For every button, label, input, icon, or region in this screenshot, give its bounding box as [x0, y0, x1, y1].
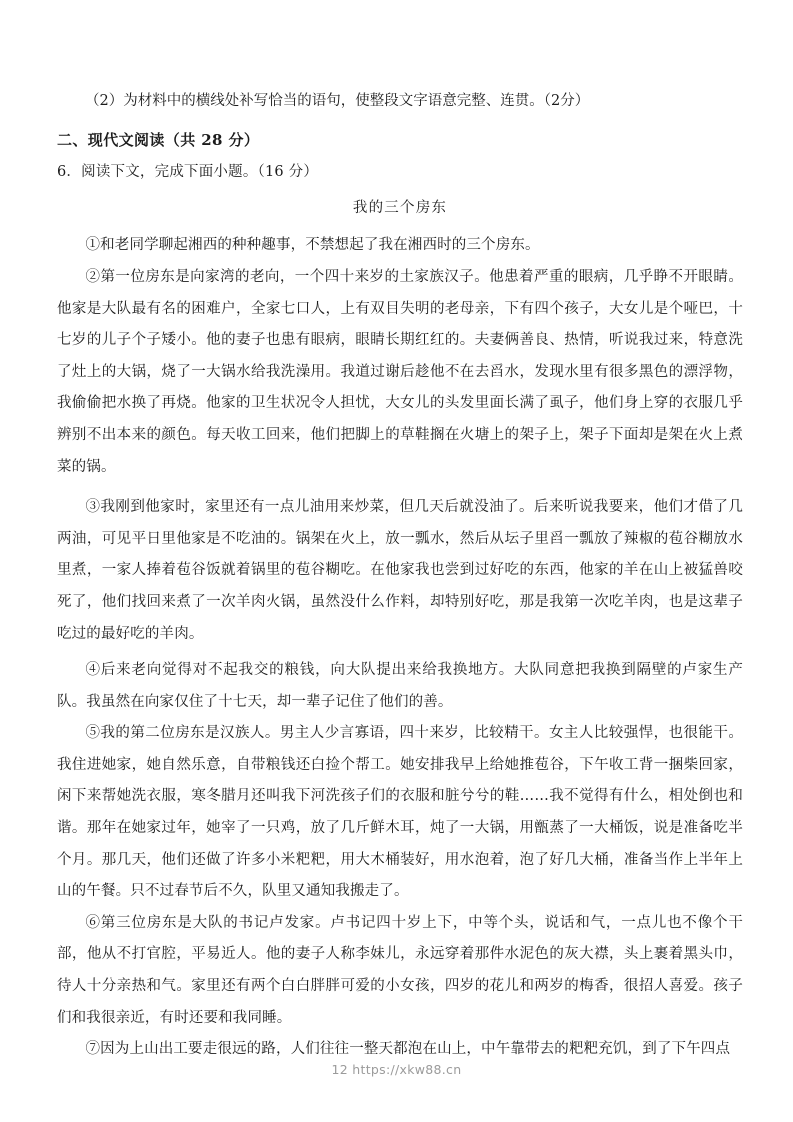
article-paragraph-7: ⑦因为上山出工要走很远的路，人们往往一整天都泡在山上，中午靠带去的粑粑充饥，到了下午四点: [85, 1041, 731, 1058]
article-paragraph-2: ②第一位房东是向家湾的老向，一个四十来岁的土家族汉子。他患着严重的眼病，几乎睁不开眼睛。他家是大队最有名的困难户，全家七口人，上有双目失明的老母亲，下有四个孩子，大女儿是个哑巴，十七岁的儿子个子矮小。他的妻子也患有眼病，眼睛长期红红的。夫妻俩善良、热情，听说我过来，特意洗了灶上的大锅，烧了一大锅水给我洗澡用。我道过谢后趁他不在去舀水，发现水里有很多黑色的漂浮物，我偷偷把水换了再烧。他家的卫生状况令人担忧，大女儿的头发里面长满了虱子，他们身上穿的衣服几乎辨别不出本来的颜色。每天收工回来，他们把脚上的草鞋搁在火塘上的架子上，架子下面却是架在火上煮菜的锅。: [57, 268, 743, 475]
article-paragraph-5: ⑤我的第二位房东是汉族人。男主人少言寡语，四十来岁，比较精干。女主人比较强悍，也很能干。我住进她家，她自然乐意，自带粮钱还白捡个帮工。她安排我早上给她推苞谷，下午收工背一捆柴回家，闲下来帮她洗衣服，寒冬腊月还叫我下河洗孩子们的衣服和脏兮兮的鞋……我不觉得有什么，相处倒也和谐。那年在她家过年，她宰了一只鸡，放了几斤鲜木耳，炖了一大锅，用甑蒸了一大桶饭，说是准备吃半个月。那几天，他们还做了许多小米粑粑，用大木桶装好，用水泡着，泡了好几大桶，准备当作上半年上山的午餐。只不过春节后不久，队里又通知我搬走了。: [57, 725, 743, 900]
article-title: 我的三个房东: [352, 199, 448, 216]
page-footer-watermark: 12 https://xkw88.cn: [331, 1062, 462, 1077]
article-paragraph-1: ①和老同学聊起湘西的种种趣事，不禁想起了我在湘西时的三个房东。: [85, 237, 540, 254]
article-paragraph-4: ④后来老向觉得对不起我交的粮钱，向大队提出来给我换地方。大队同意把我换到隔壁的卢家生产队。我虽然在向家仅住了十七天，却一辈子记住了他们的善。: [57, 662, 743, 710]
question-6-prompt: 6．阅读下文，完成下面小题。（16 分）: [57, 164, 319, 181]
article-paragraph-3: ③我刚到他家时，家里还有一点儿油用来炒菜，但几天后就没油了。后来听说我要来，他们才借了几两油，可见平日里他家是不吃油的。锅架在火上，放一瓢水，然后从坛子里舀一瓢放了辣椒的苞谷糊放水里煮，一家人捧着苞谷饭就着锅里的苞谷糊吃。在他家我也尝到过好吃的东西，他家的羊在山上被猛兽咬死了，他们找回来煮了一次羊肉火锅，虽然没什么作料，却特别好吃，那是我第一次吃羊肉，也是这辈子吃过的最好吃的羊肉。: [57, 499, 743, 642]
page-content: [57, 86, 743, 1066]
article-paragraph-6: ⑥第三位房东是大队的书记卢发家。卢书记四十岁上下，中等个头，说话和气，一点儿也不像个干部，他从不打官腔，平易近人。他的妻子人称李妹儿，永远穿着那件水泥色的灰大襟，头上裹着黑头巾，待人十分亲热和气。家里还有两个白白胖胖可爱的小女孩，四岁的花儿和两岁的梅香，很招人喜爱。孩子们和我很亲近，有时还要和我同睡。: [57, 914, 743, 1026]
sub-question-2: （2）为材料中的横线处补写恰当的语句，使整段文字语意完整、连贯。（2分）: [85, 93, 590, 109]
section-heading-modern-reading: 二、现代文阅读（共 28 分）: [57, 130, 260, 149]
spacer: [57, 483, 743, 492]
